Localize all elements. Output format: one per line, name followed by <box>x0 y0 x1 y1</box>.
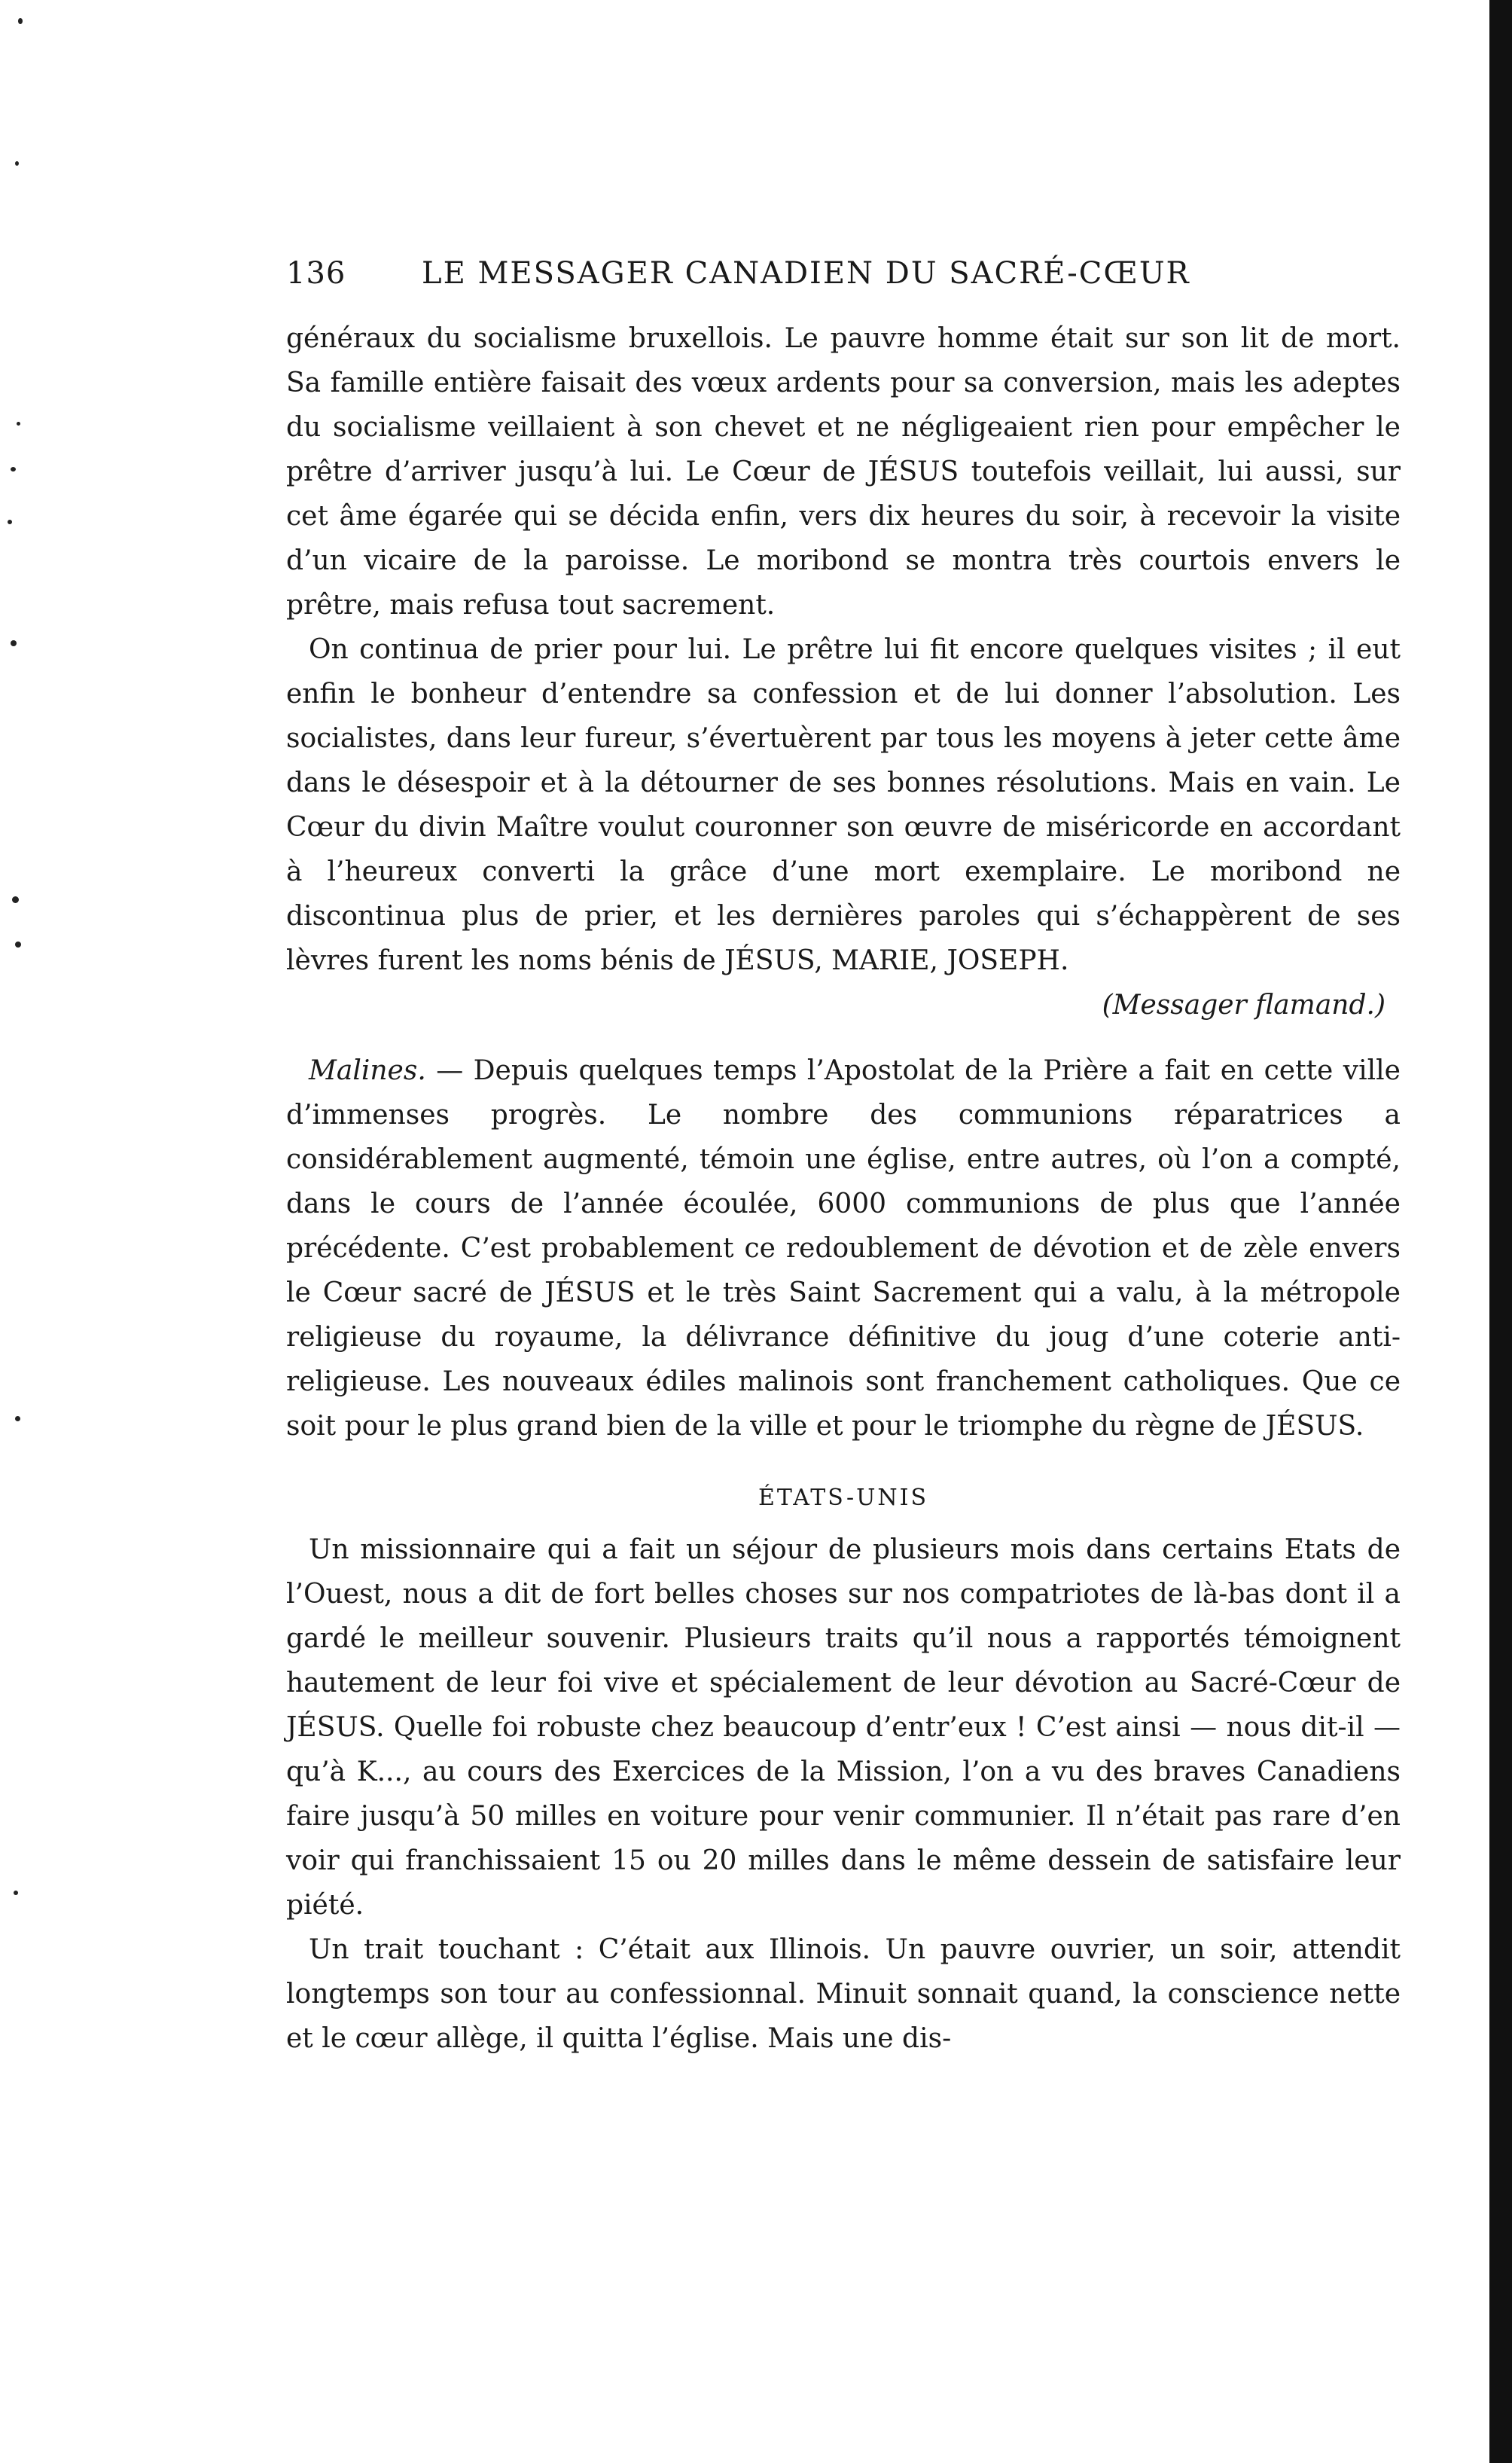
scan-speck <box>18 18 23 24</box>
paragraph: Un trait touchant : C’était aux Illinois. Un pauvre ouvrier, un soir, attendit longtemps son tour au confessionnal. Minuit sonnait quand, la conscience nette et le cœur allège, il quitta l’église. Mais une dis- <box>286 1934 1401 2054</box>
scan-speck <box>14 1891 18 1895</box>
scan-speck <box>8 520 12 524</box>
place-name: Malines. <box>309 1055 426 1086</box>
scan-edge-shadow <box>1489 0 1512 2463</box>
scan-speck <box>12 896 19 903</box>
scan-speck <box>11 467 16 472</box>
article-body <box>286 316 1401 2061</box>
scan-speck <box>15 942 21 948</box>
source-attribution: (Messager flamand.) <box>1102 990 1385 1021</box>
spacer <box>286 1027 1401 1048</box>
page <box>286 256 1401 2061</box>
scan-speck <box>15 161 19 166</box>
paragraph: On continua de prier pour lui. Le prêtre lui fit encore quelques visites ; il eut enfin le bonheur d’entendre sa confession et de lui donner l’absolution. Les socialistes, dans leur fureur, s’évertuèrent par tous les moyens à jeter cette âme dans le désespoir et à la détourner de ses bonnes résolutions. Mais en vain. Le Cœur du divin Maître voulut couronner son œuvre de miséricorde en accordant à l’heureux converti la grâce d’une mort exemplaire. Le moribond ne discontinua plus de prier, et les dernières paroles qui s’échappèrent de ses lèvres furent les noms bénis de JÉSUS, MARIE, JOSEPH. <box>286 634 1401 976</box>
section-heading: ÉTATS-UNIS <box>758 1485 929 1511</box>
paragraph-malines <box>286 1048 1401 1448</box>
paragraph-text: — Depuis quelques temps l’Apostolat de la Prière a fait en cette ville d’immenses progrès. Le nombre des communions réparatrices a considérablement augmenté, témoin une église, entre autres, où l’on a compté, dans le cours de l’année écoulée, 6000 communions de plus que l’année précédente. C’est probablement ce redoublement de dévotion et de zèle envers le Cœur sacré de JÉSUS et le très Saint Sacrement qui a valu, à la métropole religieuse du royaume, la délivrance définitive du joug d’une coterie anti-religieuse. Les nouveaux édiles malinois sont franchement catholiques. Que ce soit pour le plus grand bien de la ville et pour le triomphe du règne de JÉSUS. <box>286 1055 1401 1442</box>
paragraph-continued: généraux du socialisme bruxellois. Le pauvre homme était sur son lit de mort. Sa famille entière faisait des vœux ardents pour sa conversion, mais les adeptes du socialisme veillaient à son chevet et ne négligeaient rien pour empêcher le prêtre d’arriver jusqu’à lui. Le Cœur de JÉSUS toutefois veillait, lui aussi, sur cet âme égarée qui se décida enfin, vers dix heures du soir, à recevoir la visite d’un vicaire de la paroisse. Le moribond se montra très courtois envers le prêtre, mais refusa tout sacrement. <box>286 323 1401 621</box>
paragraph: Un missionnaire qui a fait un séjour de plusieurs mois dans certains Etats de l’Ouest, nous a dit de fort belles choses sur nos compatriotes de là-bas dont il a gardé le meilleur souvenir. Plusieurs traits qu’il nous a rapportés témoignent hautement de leur foi vive et spécialement de leur dévotion au Sacré-Cœur de JÉSUS. Quelle foi robuste chez beaucoup d’entr’eux ! C’est ainsi — nous dit-il — qu’à K..., au cours des Exercices de la Mission, l’on a vu des braves Canadiens faire jusqu’à 50 milles en voiture pour venir communier. Il n’était pas rare d’en voir qui franchissaient 15 ou 20 milles dans le même dessein de satisfaire leur piété. <box>286 1534 1401 1921</box>
running-title: LE MESSAGER CANADIEN DU SACRÉ-CŒUR <box>422 256 1190 291</box>
page-number: 136 <box>286 256 346 291</box>
scan-speck <box>11 640 17 646</box>
scan-speck <box>15 1416 20 1421</box>
running-header <box>286 256 1401 291</box>
scan-speck <box>17 422 20 426</box>
